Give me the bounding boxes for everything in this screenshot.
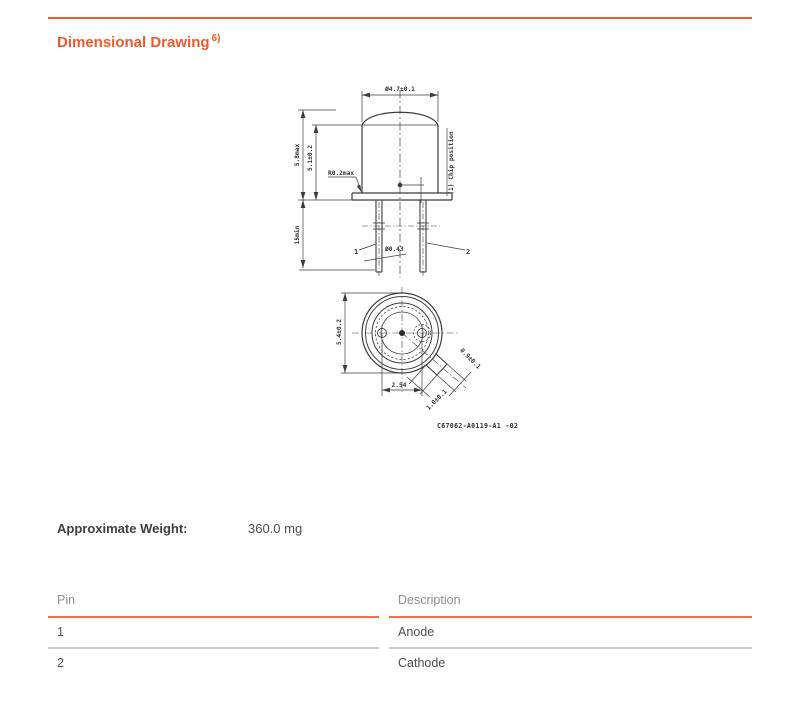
center-mark — [399, 330, 405, 336]
dim-label-total-height: 5.8max — [294, 143, 301, 167]
drawing-document-number: C67062-A0119-A1 -02 — [437, 422, 519, 430]
table-header-row — [48, 585, 752, 618]
pin-number-cell: 1 — [48, 618, 379, 649]
approximate-weight-row — [57, 521, 302, 536]
table-row — [48, 618, 752, 649]
footnote-reference: 6) — [211, 33, 221, 44]
dim-label-lead-length: 15min — [294, 225, 301, 245]
dim-label-lead-spacing: 2.54 — [391, 382, 407, 389]
dim-label-flange-radius: R0.2max — [328, 170, 355, 177]
dim-label-flange-diameter: 5.4±0.2 — [336, 318, 343, 346]
side-view-drawing — [293, 85, 470, 278]
column-header-description: Description — [389, 585, 752, 618]
section-title-text: Dimensional Drawing — [57, 34, 210, 51]
lead-2 — [417, 200, 429, 276]
dim-label-can-diameter: Ø4.7±0.1 — [385, 86, 415, 93]
dim-label-tab-length: 1.0±0.1 — [425, 388, 449, 412]
pin-description-table — [48, 585, 752, 678]
approximate-weight-label: Approximate Weight: — [57, 521, 188, 536]
approximate-weight-value: 360.0 mg — [248, 521, 303, 536]
pin-number-cell: 2 — [57, 656, 64, 670]
chip-position-note: (1) Chip position — [448, 131, 455, 195]
pin2-callout: 2 — [466, 248, 471, 256]
bottom-view-drawing — [336, 287, 482, 412]
dim-label-body-height: 5.1±0.2 — [307, 144, 314, 172]
dim-label-lead-diameter: Ø0.43 — [385, 246, 404, 253]
column-header-pin: Pin — [48, 585, 379, 618]
table-row — [48, 649, 752, 678]
dim-label-tab-width: 0.9±0.1 — [458, 347, 482, 371]
pin1-callout: 1 — [354, 248, 359, 256]
lead-1 — [373, 200, 385, 276]
pin-description-cell: Anode — [389, 618, 752, 649]
pin-description-cell: Cathode — [398, 656, 446, 670]
